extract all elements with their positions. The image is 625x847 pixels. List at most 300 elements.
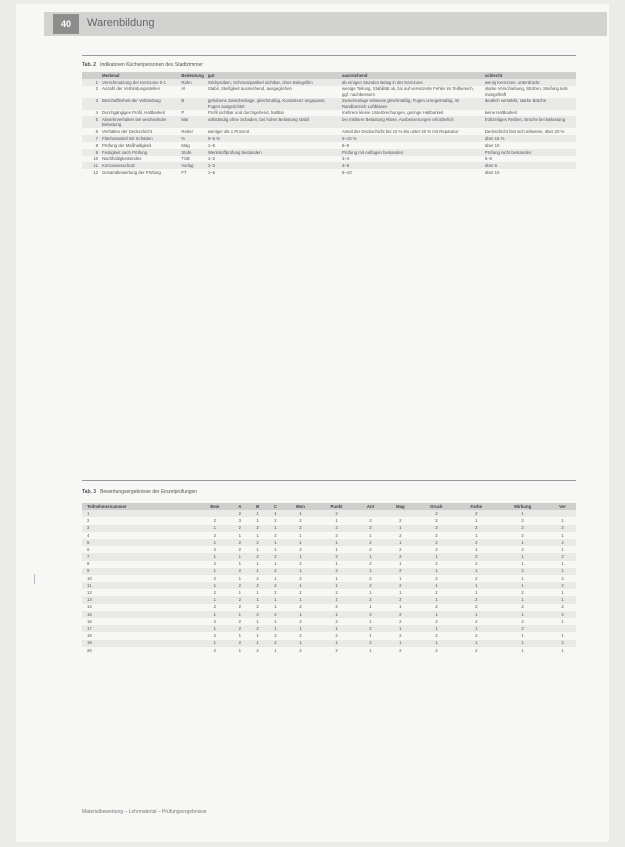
table-cell: 1 [213, 611, 216, 617]
table-cell: 2 [335, 633, 338, 639]
table-cell: FT [181, 169, 187, 175]
table-cell: 2 [335, 525, 338, 531]
table-cell: 2 [521, 590, 524, 596]
table-row [82, 510, 576, 517]
table-row [82, 525, 576, 532]
table-cell: 1 [521, 633, 524, 639]
table-header-cell: ausreichend [342, 72, 368, 78]
table-cell: 1 [238, 575, 241, 581]
table-cell: Anzahl der Verbindungsstellen [102, 86, 161, 92]
table1-caption-text: Indikatoren Küchenpersonen des Stadtzimmer [100, 62, 203, 68]
table-cell: 2 [299, 647, 302, 653]
table-cell: 1 [274, 510, 277, 516]
table-cell: gehobene Zwischenlage, gleichmäßig, Konsistenz angepasst, Fugen ausgerichtet [207, 98, 326, 109]
table-cell: 2 [435, 647, 438, 653]
table-cell [384, 510, 416, 517]
table-cell: 2 [561, 604, 564, 610]
table-cell: 1 [335, 582, 338, 588]
table-cell [549, 625, 576, 632]
table-cell: 1 [475, 611, 478, 617]
table-cell: 2 [274, 568, 277, 574]
table-cell: 1 [475, 518, 478, 524]
table-cell: 3 [369, 518, 372, 524]
table-cell: 1 [335, 597, 338, 603]
table-cell: 2 [238, 625, 241, 631]
table-cell: 1 [274, 539, 277, 545]
table-cell: Gesamtbewertung der Prüfung [102, 169, 161, 175]
table-cell: 2 [475, 554, 478, 560]
table-cell: 1 [561, 597, 564, 603]
table-row [82, 156, 576, 163]
table-cell: 1 [335, 640, 338, 646]
table-cell: 2 [274, 554, 277, 560]
table1-caption [82, 62, 203, 68]
table-cell: 1 [521, 640, 524, 646]
table-cell: 1 [561, 568, 564, 574]
table-cell: 2 [299, 525, 302, 531]
table-cell: Anteil der Deckschicht bei 10 % bis unter 20 % mit Reparatur [342, 129, 459, 135]
table-cell: Al [181, 86, 186, 92]
table-row [82, 169, 576, 176]
table2-caption [82, 489, 197, 495]
table-cell: 10 [87, 575, 92, 581]
table-cell: über 10 [484, 169, 500, 175]
table-row [82, 149, 576, 156]
table-row [82, 640, 576, 647]
table-cell: Werkstoffprüfung bestanden [207, 149, 262, 155]
table-cell: 1 [274, 561, 277, 567]
table1-body [82, 79, 576, 176]
table-cell: 1 [475, 582, 478, 588]
table-header-cell: Bew [210, 503, 220, 509]
table-cell: 0–5 % [207, 135, 221, 141]
table-cell: 2 [369, 561, 372, 567]
table-cell: über 15 % [484, 135, 505, 141]
table-cell: 1 [213, 568, 216, 574]
table-cell: 5 [87, 539, 90, 545]
table-header-cell: Mon [296, 503, 305, 509]
table-cell: Nachhaltigkeitsindex [102, 156, 142, 162]
table-cell: über 6 [484, 163, 498, 169]
table-cell: 1 [299, 532, 302, 538]
table-cell: 2 [399, 582, 402, 588]
table-cell: Zwischenlage teilweise gleichmäßig, Fugen unregelmäßig, im Randbereich Luftblasen [342, 98, 460, 109]
table-cell: 1 [274, 618, 277, 624]
table-cell: weniger als 1 Prozent [207, 129, 250, 135]
table-cell: 2 [256, 575, 259, 581]
table-cell: 1 [475, 532, 478, 538]
table-cell: Reber [181, 129, 194, 135]
table-cell: 2 [521, 546, 524, 552]
table-cell: 2 [435, 561, 438, 567]
table-cell: Verhalten der Deckschicht [102, 129, 152, 135]
table-cell: 2 [561, 525, 564, 531]
table-cell: 2 [238, 525, 241, 531]
table-cell: 2 [299, 590, 302, 596]
table-cell: 2 [213, 604, 216, 610]
table-cell: 13 [87, 597, 92, 603]
table-row [82, 532, 576, 539]
running-title: Warenbildung [87, 17, 155, 29]
table-cell: 1 [561, 590, 564, 596]
table-cell: 1 [521, 561, 524, 567]
table-cell: Prüfung nicht bestanden [484, 149, 532, 155]
table-row [82, 596, 576, 603]
table-cell: 2 [561, 640, 564, 646]
table-cell: 2 [369, 597, 372, 603]
page-number: 40 [53, 14, 79, 34]
table-cell: 1 [238, 554, 241, 560]
table-cell: 1–3 [207, 163, 215, 169]
table-cell: 3 [87, 525, 90, 531]
table-cell: 2 [399, 554, 402, 560]
table-cell: 1 [435, 568, 438, 574]
table2-label: Tab. 3 [82, 489, 97, 495]
table-cell: 1 [335, 625, 338, 631]
table2-top-rule [82, 480, 576, 481]
table-row [82, 589, 576, 596]
table-cell: 2 [521, 604, 524, 610]
table-cell: 1 [256, 597, 259, 603]
table-cell: 11 [87, 582, 92, 588]
table-cell: 7 [95, 135, 98, 141]
table-cell: 17 [87, 625, 92, 631]
table-cell: wenige Teilung, Stabilität ok, bis auf vereinzelte Fehler im Teilbereich, ggf. nachbessern [342, 86, 474, 97]
table-cell: 1 [213, 640, 216, 646]
table-cell: 1 [369, 590, 372, 596]
table-cell: 2 [399, 597, 402, 603]
table-cell: 1 [399, 539, 402, 545]
table-cell: 1 [435, 554, 438, 560]
table-cell: 1 [561, 546, 564, 552]
table-cell: Festigkeit nach Prüfung [102, 149, 148, 155]
table-cell: Prüfung der Maßhaltigkeit [102, 142, 152, 148]
table-cell: 2 [475, 510, 478, 516]
table-cell: 2 [87, 518, 90, 524]
table-cell: Stufe [181, 149, 192, 155]
table-cell: 1 [435, 611, 438, 617]
table-cell: Abwehrverhalten bei wechselnder Belastung [102, 117, 167, 128]
table-row [82, 582, 576, 589]
table-cell: 2 [256, 625, 259, 631]
table-cell: 2 [256, 611, 259, 617]
table-cell: 2 [213, 546, 216, 552]
table-cell: 9 [95, 149, 98, 155]
table-header-cell: gut [207, 72, 215, 78]
table-cell: 1 [399, 625, 402, 631]
table-row [82, 79, 576, 86]
table-cell: 2 [299, 575, 302, 581]
table-cell: 6 [95, 129, 98, 135]
table-cell: 2 [238, 510, 241, 516]
table-cell: 1 [335, 546, 338, 552]
table-cell: keine Haltbarkeit [484, 110, 517, 116]
table-cell: 1 [213, 582, 216, 588]
table-cell: 5–6 [484, 156, 492, 162]
table-cell: 2 [475, 647, 478, 653]
table-cell: 2 [274, 582, 277, 588]
table-cell: 2 [475, 525, 478, 531]
table-cell: 1 [213, 554, 216, 560]
table-cell: 1 [475, 568, 478, 574]
table-cell: 5–15 % [342, 135, 357, 141]
table-cell: 1 [299, 597, 302, 603]
table-cell: 2 [435, 510, 438, 516]
table-cell: 1 [435, 597, 438, 603]
table-cell: 3–4 [342, 156, 350, 162]
table-cell: Mar [181, 117, 189, 123]
table-row [82, 575, 576, 582]
table-cell: 1 [256, 618, 259, 624]
table-cell: 2 [274, 590, 277, 596]
table-cell: 2 [521, 525, 524, 531]
table-cell: 1 [274, 604, 277, 610]
table-cell: 14 [87, 604, 92, 610]
table-cell: 7 [87, 554, 90, 560]
table-row [82, 604, 576, 611]
table-header-cell: C [273, 503, 277, 509]
table-cell: 1 [521, 510, 524, 516]
table-cell: 2 [274, 633, 277, 639]
table-cell: 1 [435, 625, 438, 631]
table1-header-row [82, 72, 576, 79]
table-cell: 2 [95, 86, 98, 92]
table-cell: 1 [369, 554, 372, 560]
table-cell: Verschmutzung der Kernzone 0-1 [102, 79, 167, 85]
table-cell: 1 [399, 561, 402, 567]
table-cell: 1 [335, 575, 338, 581]
table-cell: B [181, 98, 185, 104]
table-cell: 2 [299, 546, 302, 552]
table-cell: 1 [335, 518, 338, 524]
table-cell: 1 [521, 611, 524, 617]
table-cell: 2 [335, 618, 338, 624]
table-cell: 1 [87, 510, 90, 516]
table-cell: 2 [274, 640, 277, 646]
table-cell: 2 [475, 575, 478, 581]
table-cell: 4 [95, 110, 98, 116]
table-cell: 2 [335, 568, 338, 574]
table-cell: 2 [475, 618, 478, 624]
table-cell: 2 [561, 539, 564, 545]
table-cell: 1 [213, 597, 216, 603]
table-header-cell [82, 72, 100, 79]
table-cell: 2 [561, 554, 564, 560]
table-cell: Beschaffenheit der Verbindung [102, 98, 161, 104]
table-cell: 2 [213, 532, 216, 538]
table-cell: 1 [274, 597, 277, 603]
table-cell: 1 [399, 590, 402, 596]
table-cell: 1 [435, 640, 438, 646]
table-cell: 2 [256, 539, 259, 545]
table-cell: 1 [561, 561, 564, 567]
table-cell: 2 [435, 518, 438, 524]
table-cell: 1 [256, 640, 259, 646]
table-cell: 2 [435, 546, 438, 552]
table-cell: vollständig ohne Schaden, bei hoher Belastung stabil [207, 117, 309, 123]
table-cell: 2 [369, 640, 372, 646]
table-cell: 4 [87, 532, 90, 538]
table-cell: 12 [93, 169, 98, 175]
table-cell: 1 [256, 590, 259, 596]
table-header-cell: A [238, 503, 242, 509]
table-row [82, 546, 576, 553]
table-cell: 1 [256, 510, 259, 516]
table-row [82, 618, 576, 625]
table-cell: 1 [475, 625, 478, 631]
table-cell: 1 [399, 604, 402, 610]
table-cell: 2 [369, 525, 372, 531]
table-cell: 1 [369, 618, 372, 624]
table-cell: 6–9 [342, 142, 350, 148]
table-cell: 2 [435, 633, 438, 639]
table-cell: 2 [335, 604, 338, 610]
table-cell: 2 [213, 633, 216, 639]
table-cell: 2 [435, 575, 438, 581]
table-cell: 2 [238, 546, 241, 552]
table-cell: 1 [561, 633, 564, 639]
table-cell: 1 [299, 582, 302, 588]
table-cell: 1–2 [207, 156, 215, 162]
table-cell [549, 510, 576, 517]
table-cell: 2 [521, 568, 524, 574]
table-row [82, 561, 576, 568]
table-cell: 1 [561, 618, 564, 624]
table-row [82, 539, 576, 546]
table-cell: 3 [238, 518, 241, 524]
table-header-cell: Druck [430, 503, 443, 509]
table-cell: 1 [213, 625, 216, 631]
table-cell: 4–6 [342, 163, 350, 169]
table-cell: 2 [399, 518, 402, 524]
table-cell: 2 [213, 590, 216, 596]
table-cell: 1 [521, 582, 524, 588]
table-cell: 2 [435, 590, 438, 596]
table-cell: 1 [256, 546, 259, 552]
table-cell: % [181, 135, 186, 141]
table-cell: 9 [87, 568, 90, 574]
table-cell: 2 [274, 532, 277, 538]
table-cell: 1–5 [207, 142, 215, 148]
table-cell: Deckschicht löst sich teilweise, über 20 % [484, 129, 565, 135]
table-cell: 2 [335, 532, 338, 538]
table-cell: 1 [213, 525, 216, 531]
table-cell: 1 [369, 633, 372, 639]
table-cell: 1 [238, 532, 241, 538]
table-cell: 1 [299, 510, 302, 516]
table-cell: 1 [521, 539, 524, 545]
table-row [82, 110, 576, 117]
table-cell: Stichproben, Schmutzpartikel sichtbar, ohne Belegsfilm [207, 79, 313, 85]
table-cell: 2 [521, 618, 524, 624]
table-cell: 1 [238, 590, 241, 596]
table-cell: mehrere kleine Unterbrechungen, geringe Haltbarkeit [342, 110, 444, 116]
table-cell: 1 [521, 575, 524, 581]
table-cell: 1 [274, 625, 277, 631]
table-cell: 2 [521, 518, 524, 524]
table-cell: 19 [87, 640, 92, 646]
table-cell: 1 [274, 647, 277, 653]
table1-top-rule [82, 55, 576, 56]
margin-mark [34, 574, 35, 584]
table-cell: 2 [274, 611, 277, 617]
table-cell: 3 [435, 525, 438, 531]
table-cell: Prüfung mit Auflagen bestanden [342, 149, 404, 155]
table-cell: 2 [256, 647, 259, 653]
table-cell: 1 [238, 561, 241, 567]
table-cell: 1–5 [207, 169, 215, 175]
table-cell: 1 [299, 625, 302, 631]
table-cell: P [181, 110, 185, 116]
table-cell: 2 [475, 633, 478, 639]
table-row [82, 135, 576, 142]
table-cell: 1 [256, 568, 259, 574]
table-cell: 2 [561, 611, 564, 617]
table-cell: 1 [521, 647, 524, 653]
table-cell: Mag [181, 142, 190, 148]
table-cell: 2 [238, 640, 241, 646]
table-cell: 1 [299, 568, 302, 574]
table-cell: Profil sichtbar und durchgehend, haltbar [207, 110, 285, 116]
table-cell: 2 [335, 590, 338, 596]
table-cell: 2 [213, 618, 216, 624]
table-cell: 2 [399, 532, 402, 538]
table-cell: 3 [95, 98, 98, 104]
table-cell: 2 [369, 611, 372, 617]
table2-caption-text: Bewertungsergebnisse der Einzelprüfungen [100, 489, 198, 495]
table-cell: Flächenanteil mit Schäden [102, 135, 153, 141]
table-cell: 2 [256, 604, 259, 610]
table2-header-row [82, 503, 576, 510]
table-cell: 2 [335, 647, 338, 653]
table-cell: 2 [435, 532, 438, 538]
table-cell: 15 [87, 611, 92, 617]
table-cell: 20 [87, 647, 92, 653]
table-cell: 1 [369, 532, 372, 538]
table-row [82, 162, 576, 169]
table-cell: 1 [213, 539, 216, 545]
table-cell: 2 [213, 518, 216, 524]
table-cell: 2 [435, 604, 438, 610]
table-cell: 1 [369, 568, 372, 574]
table-cell: 1 [561, 532, 564, 538]
table-cell: 2 [299, 633, 302, 639]
table-cell: 2 [299, 618, 302, 624]
table-row [82, 568, 576, 575]
table-header-cell: Teilnehmernummer [87, 503, 127, 509]
table-cell: 18 [87, 633, 92, 639]
table-header-cell: Ver [559, 503, 566, 509]
table-cell: 2 [399, 633, 402, 639]
table-cell: 2 [369, 575, 372, 581]
table-cell: 1 [561, 518, 564, 524]
table-cell: 1 [435, 582, 438, 588]
table-cell: Vorlag [181, 163, 194, 169]
table-row [82, 625, 576, 632]
table-cell: 2 [299, 518, 302, 524]
table-cell: 1 [256, 561, 259, 567]
table-cell: über 10 [484, 142, 500, 148]
table-cell: 2 [335, 510, 338, 516]
table-cell: 8 [95, 142, 98, 148]
table-cell: 5 [95, 117, 98, 123]
table-cell: 2 [213, 647, 216, 653]
table-cell: 2 [435, 539, 438, 545]
table-cell: 2 [399, 647, 402, 653]
table-cell: 1 [274, 525, 277, 531]
table-cell: 2 [521, 625, 524, 631]
table-cell: 1 [369, 604, 372, 610]
